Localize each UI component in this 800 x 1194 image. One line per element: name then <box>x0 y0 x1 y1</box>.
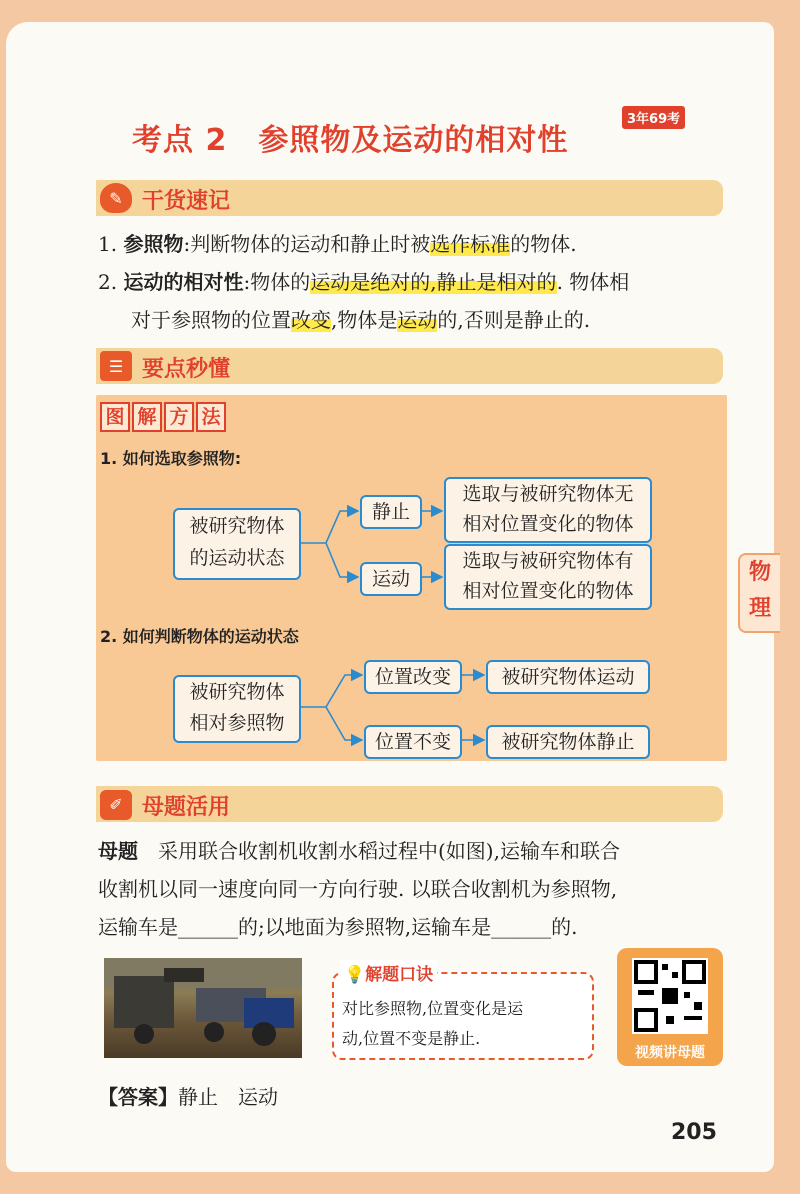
section-title-muti: 母题活用 <box>142 795 231 820</box>
note-icon: ✎ <box>100 183 132 213</box>
d2-branch-changed: 位置改变 <box>364 660 462 694</box>
d1-result-moving: 选取与被研究物体有 相对位置变化的物体 <box>444 544 652 610</box>
tips-line-1: 对比参照物,位置变化是运 <box>342 999 524 1018</box>
d1-source-box: 被研究物体 的运动状态 <box>173 508 301 580</box>
d2-result-moving: 被研究物体运动 <box>486 660 650 694</box>
d1-branch-moving: 运动 <box>360 562 422 596</box>
question-2-heading: 2. 如何判断物体的运动状态 <box>100 627 299 646</box>
d2-source-box: 被研究物体 相对参照物 <box>173 675 301 743</box>
tips-title: 💡解题口诀 <box>340 960 437 985</box>
exam-count-badge: 3年69考 <box>622 106 685 129</box>
page-number: 205 <box>671 1120 717 1145</box>
d2-result-static: 被研究物体静止 <box>486 725 650 759</box>
d1-result-static: 选取与被研究物体无 相对位置变化的物体 <box>444 477 652 543</box>
answer-line: 【答案】静止 运动 <box>98 1085 278 1109</box>
definition-1: 1. 参照物:判断物体的运动和静止时被选作标准的物体. <box>98 232 577 256</box>
problem-line-3: 运输车是______的;以地面为参照物,运输车是______的. <box>98 915 578 939</box>
section-title-yaodian: 要点秒懂 <box>142 357 231 382</box>
section-title-ganhuo: 干货速记 <box>142 189 231 214</box>
page-title: 考点 2 参照物及运动的相对性 <box>132 123 569 158</box>
question-1-heading: 1. 如何选取参照物: <box>100 449 242 468</box>
tujie-label: 图 解 方 法 <box>100 402 226 432</box>
harvester-photo <box>104 958 302 1058</box>
d2-branch-unchanged: 位置不变 <box>364 725 462 759</box>
pencil-icon: ✐ <box>100 790 132 820</box>
problem-line-2: 收割机以同一速度向同一方向行驶. 以联合收割机为参照物, <box>98 877 618 901</box>
definition-2-continued: 对于参照物的位置改变,物体是运动的,否则是静止的. <box>131 308 591 332</box>
harvester-image-art <box>104 958 302 1058</box>
d1-branch-static: 静止 <box>360 495 422 529</box>
qr-code-art <box>632 958 708 1034</box>
video-qr-label[interactable]: 视频讲母题 <box>635 1045 705 1061</box>
answer-blank-2: ______ <box>491 915 552 939</box>
problem-line-1: 母题 采用联合收割机收割水稻过程中(如图),运输车和联合 <box>98 839 620 863</box>
definition-2: 2. 运动的相对性:物体的运动是绝对的,静止是相对的. 物体相 <box>98 270 630 294</box>
lightbulb-icon: 💡 <box>344 965 366 985</box>
answer-blank-1: ______ <box>178 915 238 939</box>
subject-side-tab[interactable]: 物 理 <box>738 553 780 633</box>
qr-code-icon[interactable] <box>632 958 708 1034</box>
tips-line-2: 动,位置不变是静止. <box>342 1029 481 1048</box>
teacher-icon: ☰ <box>100 351 132 381</box>
